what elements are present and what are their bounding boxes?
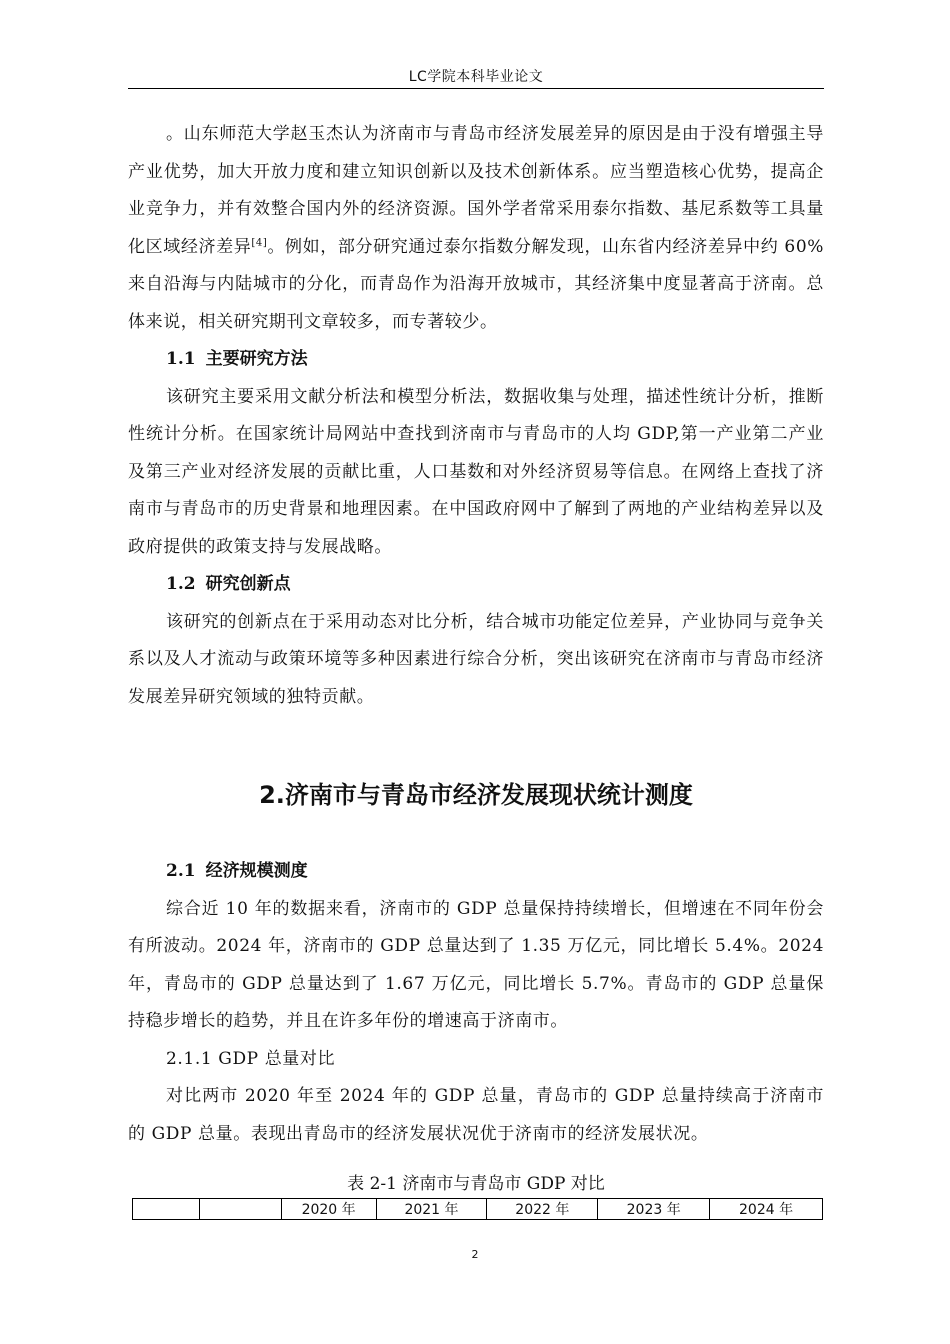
table-header-cell: 2024 年 [710, 1199, 823, 1220]
table-header-cell [199, 1199, 281, 1220]
table-caption: 表 2-1 济南市与青岛市 GDP 对比 [347, 1174, 605, 1194]
table-header-row [133, 1199, 823, 1220]
section-1-body [128, 116, 824, 716]
table-header-cell: 2021 年 [376, 1199, 487, 1220]
subheading-2-1-1: 2.1.1 GDP 总量对比 [166, 1048, 336, 1069]
section-2-body [128, 853, 824, 1153]
header-rule [128, 88, 824, 89]
paragraph-literature-part1: 。山东师范大学赵玉杰认为济南市与青岛市经济发展差异的原因是由于没有增强主导产业优势，加大开放力度和建立知识创新以及技术创新体系。应当塑造核心优势，提高企业竞争力，并有效整合国内外的经济资源。国外学者常采用泰尔指数、基尼系数等工具量化区域经济差异 [128, 124, 824, 257]
heading-1-1-number: 1.1 [166, 349, 196, 369]
heading-2-1 [128, 853, 824, 891]
chapter-2-title: 2.济南市与青岛市经济发展现状统计测度 [259, 781, 693, 809]
table-header-cell: 2023 年 [598, 1199, 710, 1220]
paragraph-innovation: 该研究的创新点在于采用动态对比分析，结合城市功能定位差异，产业协同与竞争关系以及人才流动与政策环境等多种因素进行综合分析，突出该研究在济南市与青岛市经济发展差异研究领域的独特贡献。 [128, 611, 824, 707]
paragraph-literature [128, 116, 824, 341]
paragraph-gdp-overview: 综合近 10 年的数据来看，济南市的 GDP 总量保持持续增长，但增速在不同年份会有所波动。2024 年，济南市的 GDP 总量达到了 1.35 万亿元，同比增长 5.4%。2024 年，青岛市的 GDP 总量达到了 1.67 万亿元，同比增长 5.7%。青岛市的 GDP 总量保持稳步增长的趋势，并且在许多年份的增速高于济南市。 [128, 898, 824, 1031]
table-header-cell: 2022 年 [487, 1199, 598, 1220]
paragraph-methods: 该研究主要采用文献分析法和模型分析法，数据收集与处理，描述性统计分析，推断性统计分析。在国家统计局网站中查找到济南市与青岛市的人均 GDP,第一产业第二产业及第三产业对经济发展的贡献比重，人口基数和对外经济贸易等信息。在网络上查找了济南市与青岛市的历史背景和地理因素。在中国政府网中了解到了两地的产业结构差异以及 政府提供的政策支持与发展战略。 [128, 386, 824, 557]
heading-1-1-text: 主要研究方法 [205, 349, 308, 369]
page-number: 2 [471, 1248, 479, 1261]
heading-1-2-text: 研究创新点 [205, 574, 291, 594]
heading-2-1-number: 2.1 [166, 861, 196, 881]
heading-1-2 [128, 566, 824, 604]
table-header-cell [133, 1199, 200, 1220]
heading-1-2-number: 1.2 [166, 574, 196, 594]
paragraph-gdp-compare: 对比两市 2020 年至 2024 年的 GDP 总量，青岛市的 GDP 总量持续高于济南市的 GDP 总量。表现出青岛市的经济发展状况优于济南市的经济发展状况。 [128, 1086, 824, 1144]
table-header-cell: 2020 年 [281, 1199, 376, 1220]
heading-1-1 [128, 341, 824, 379]
gdp-table [132, 1198, 823, 1220]
heading-2-1-text: 经济规模测度 [205, 861, 308, 881]
running-header: LC学院本科毕业论文 [408, 69, 544, 85]
paragraph-literature-part2: 。例如，部分研究通过泰尔指数分解发现，山东省内经济差异中约 60% 来自沿海与内陆城市的分化，而青岛作为沿海开放城市，其经济集中度显著高于济南。总体来说，相关研究期刊文章较多，而专著较少。 [128, 236, 824, 332]
citation-ref[interactable]: [4] [251, 236, 268, 248]
